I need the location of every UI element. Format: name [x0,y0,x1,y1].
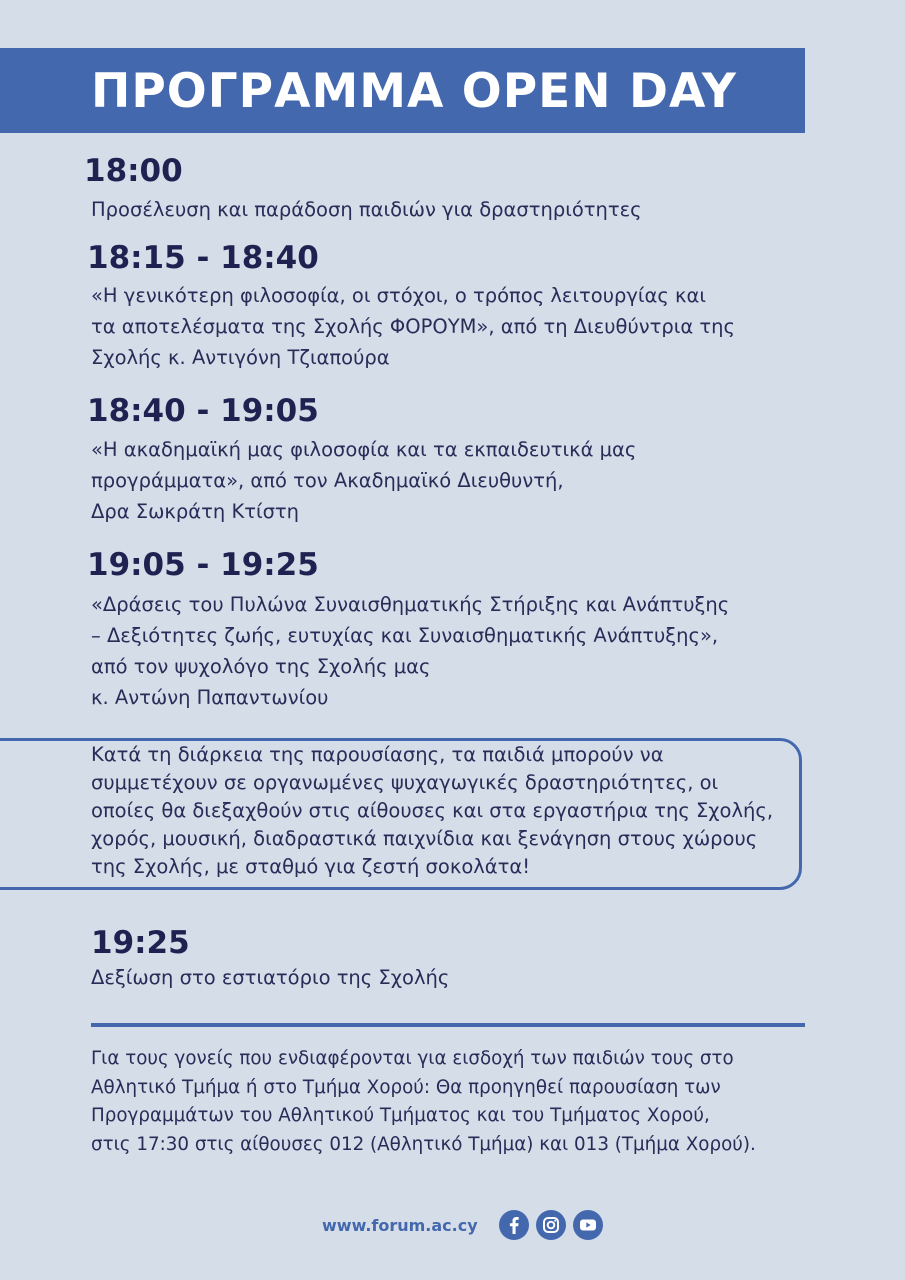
description-line: «Η γενικότερη φιλοσοφία, οι στόχοι, ο τρόπος λειτουργίας και [91,284,706,307]
description-line: Προσέλευση και παράδοση παιδιών για δραστηριότητες [91,198,642,221]
section-divider [91,1023,805,1027]
schedule-description [91,589,729,713]
schedule-description [91,434,636,527]
instagram-icon[interactable] [536,1210,566,1240]
website-link[interactable]: www.forum.ac.cy [322,1215,478,1235]
schedule-time: 19:05 - 19:25 [87,547,319,583]
description-line: κ. Αντώνη Παπαντωνίου [91,686,329,709]
description-line: Δεξίωση στο εστιατόριο της Σχολής [91,966,450,989]
description-line: Δρα Σωκράτη Κτίστη [91,500,300,523]
activity-line: Κατά τη διάρκεια της παρουσίασης, τα παιδιά μπορούν να [91,743,664,766]
reception-time: 19:25 [91,925,190,961]
parent-note-line [91,1045,805,1074]
description-line: Σχολής κ. Αντιγόνη Τζιαπούρα [91,346,390,369]
facebook-icon[interactable] [499,1210,529,1240]
schedule-description [91,280,735,373]
parent-note-text: Αθλητικό Τμήμα ή στο Τμήμα Χορού: Θα προηγηθεί παρουσίαση των [91,1076,721,1098]
parent-note-line [91,1102,805,1131]
parent-note-text: Για τους γονείς που ενδιαφέρονται για εισδοχή των παιδιών τους στο [91,1048,734,1069]
activity-line: της Σχολής, με σταθμό για ζεστή σοκολάτα! [91,855,531,878]
description-line: από τον ψυχολόγο της Σχολής μας [91,655,431,678]
description-line: τα αποτελέσματα της Σχολής ΦΟΡΟΥΜ», από τη Διευθύντρια της [91,315,735,338]
schedule-description [91,194,642,225]
parent-note-text: Προγραμμάτων του Αθλητικού Τμήματος και του Τμήματος Χορού, [91,1105,710,1126]
youtube-icon[interactable] [573,1210,603,1240]
description-line: προγράμματα», από τον Ακαδημαϊκό Διευθυντή, [91,469,564,492]
page-title: ΠΡΟΓΡΑΜΜΑ OPEN DAY [91,64,737,119]
parent-note-line [91,1131,805,1160]
description-line: «Η ακαδημαϊκή μας φιλοσοφία και τα εκπαιδευτικά μας [91,438,637,461]
activity-line: συμμετέχουν σε οργανωμένες ψυχαγωγικές δραστηριότητες, οι [91,771,719,794]
parent-note-line [91,1074,805,1103]
footer [322,1208,603,1242]
schedule-time: 18:40 - 19:05 [87,393,319,429]
parent-note [91,1045,805,1159]
activity-note [91,741,773,881]
activity-line: χορός, μουσική, διαδραστικά παιχνίδια και ξενάγηση στους χώρους [91,827,758,850]
description-line: – Δεξιότητες ζωής, ευτυχίας και Συναισθηματικής Ανάπτυξης», [91,624,719,647]
description-line: «Δράσεις του Πυλώνα Συναισθηματικής Στήριξης και Ανάπτυξης [91,593,730,616]
activity-line: οποίες θα διεξαχθούν στις αίθουσες και στα εργαστήρια της Σχολής, [91,799,774,822]
parent-note-text: στις 17:30 στις αίθουσες 012 (Αθλητικό Τμήμα) και 013 (Τμήμα Χορού). [91,1133,756,1155]
schedule-time: 18:00 [84,153,183,189]
schedule-time: 18:15 - 18:40 [87,240,319,276]
reception-description [91,962,449,993]
header-banner [0,48,805,133]
